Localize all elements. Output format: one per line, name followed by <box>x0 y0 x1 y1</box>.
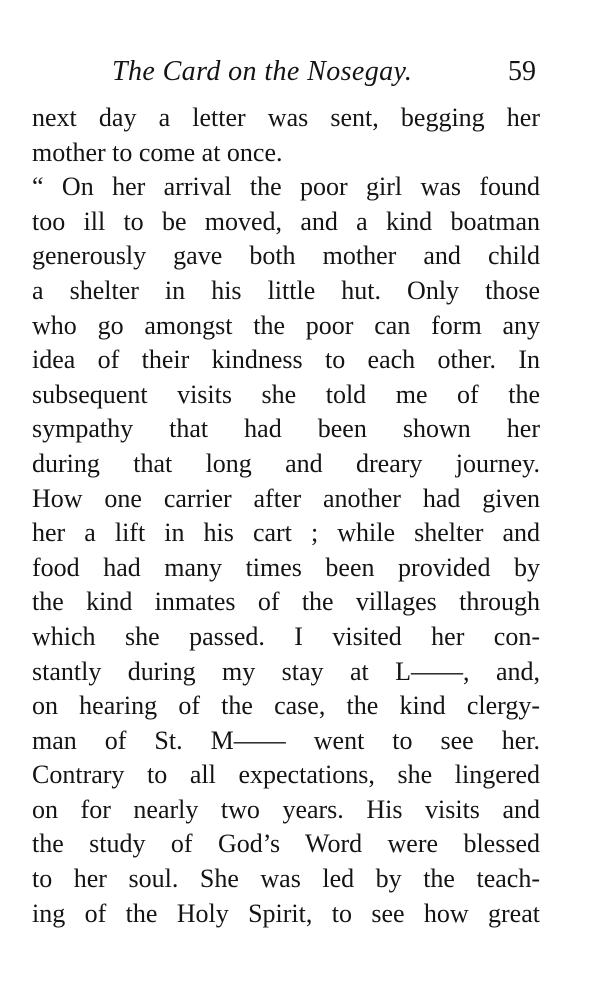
running-head <box>0 56 613 92</box>
text-line: “ On her arrival the poor girl was found <box>32 172 540 202</box>
text-line: next day a letter was sent, begging her <box>32 103 540 132</box>
body-text <box>32 101 540 931</box>
text-line: on hearing of the case, the kind clergy- <box>32 691 540 721</box>
running-title: The Card on the Nosegay. <box>112 56 413 87</box>
text-line: man of St. M—— went to see her. <box>32 725 540 755</box>
text-line: sympathy that had been shown her <box>32 414 540 444</box>
text-line: generously gave both mother and child <box>32 241 540 271</box>
text-line: her a lift in his cart ; while shelter and <box>32 518 540 548</box>
text-line: stantly during my stay at L——, and, <box>32 656 540 686</box>
text-line: to her soul. She was led by the teach- <box>32 864 540 894</box>
text-line: on for nearly two years. His visits and <box>32 794 540 824</box>
text-line: ing of the Holy Spirit, to see how great <box>32 898 540 928</box>
text-line: during that long and dreary journey. <box>32 448 540 478</box>
text-line: Contrary to all expectations, she lingered <box>32 760 540 790</box>
text-line: who go amongst the poor can form any <box>32 310 540 340</box>
text-line: the kind inmates of the villages through <box>32 587 540 617</box>
text-line: food had many times been provided by <box>32 552 540 582</box>
text-line: a shelter in his little hut. Only those <box>32 275 540 305</box>
text-line: too ill to be moved, and a kind boatman <box>32 206 540 236</box>
text-line: which she passed. I visited her con- <box>32 621 540 651</box>
text-line: the study of God’s Word were blessed <box>32 829 540 859</box>
text-line: idea of their kindness to each other. In <box>32 345 540 375</box>
text-line: mother to come at once. <box>32 137 283 167</box>
text-line: subsequent visits she told me of the <box>32 379 540 409</box>
text-line: How one carrier after another had given <box>32 483 540 513</box>
page-number: 59 <box>508 56 536 87</box>
